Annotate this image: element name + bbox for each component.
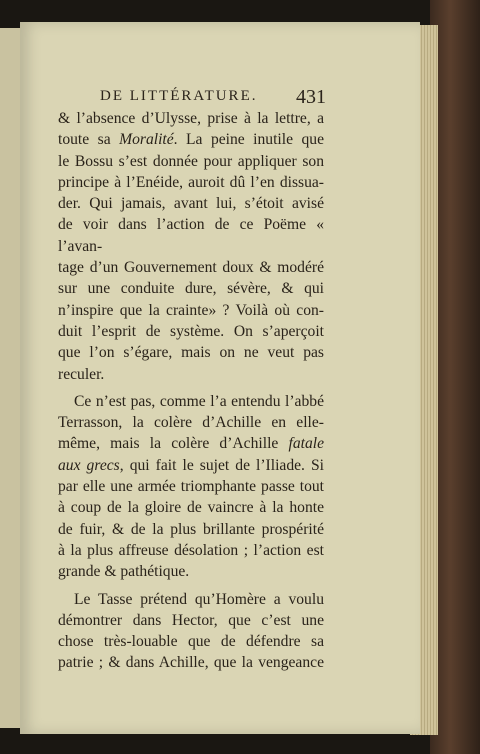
page-body [58, 108, 324, 674]
text-line: même, mais la colère d’Achille fatale [58, 435, 324, 453]
text-line: reculer. [58, 365, 105, 383]
text-line: de voir dans l’action de ce Poëme « l’avan- [58, 216, 324, 255]
text-line: sur une conduite dure, sévère, & qui [58, 280, 324, 298]
text-line: tage d’un Gouvernement doux & modéré [58, 259, 324, 277]
text-line: à la plus affreuse désolation ; l’action est [58, 541, 324, 559]
text-line: par elle une armée triomphante passe tout [58, 478, 324, 496]
text-line: toute sa Moralité. La peine inutile que [58, 131, 324, 149]
text-line: Ce n’est pas, comme l’a entendu l’abbé [74, 392, 324, 410]
paragraph-1 [58, 108, 324, 385]
text-line: duit l’esprit de système. On s’aperçoit [58, 322, 324, 340]
paragraph-3 [58, 589, 324, 674]
text-line: aux grecs, qui fait le sujet de l’Iliade. Si [58, 456, 324, 474]
page-number: 431 [296, 86, 326, 108]
text-line: de fuir, & de la plus brillante prospérité [58, 520, 324, 538]
text-line: Terrasson, la colère d’Achille en elle- [58, 414, 324, 432]
text-line: grande & pathétique. [58, 563, 190, 581]
paragraph-2 [58, 391, 324, 583]
text-line: principe à l’Enéide, auroit dû l’en dissua- [58, 173, 324, 191]
text-line: que l’on s’égare, mais on ne veut pas [58, 344, 324, 362]
text-line: patrie ; & dans Achille, que la vengeance [58, 654, 324, 672]
running-title: DE LITTÉRATURE. [100, 88, 258, 104]
text-line: & l’absence d’Ulysse, prise à la lettre, a [58, 110, 324, 127]
text-line: Le Tasse prétend qu’Homère a voulu [74, 590, 324, 608]
text-line: le Bossu s’est donnée pour appliquer son [58, 152, 324, 170]
text-line: der. Qui jamais, avant lui, s’étoit avisé [58, 195, 324, 213]
text-line: démontrer dans Hector, que c’est une [58, 611, 324, 629]
text-line: à coup de la gloire de vaincre à la honte [58, 499, 324, 517]
text-line: n’inspire que la crainte» ? Voilà où con- [58, 301, 324, 319]
text-line: chose très-louable que de défendre sa [58, 633, 324, 651]
